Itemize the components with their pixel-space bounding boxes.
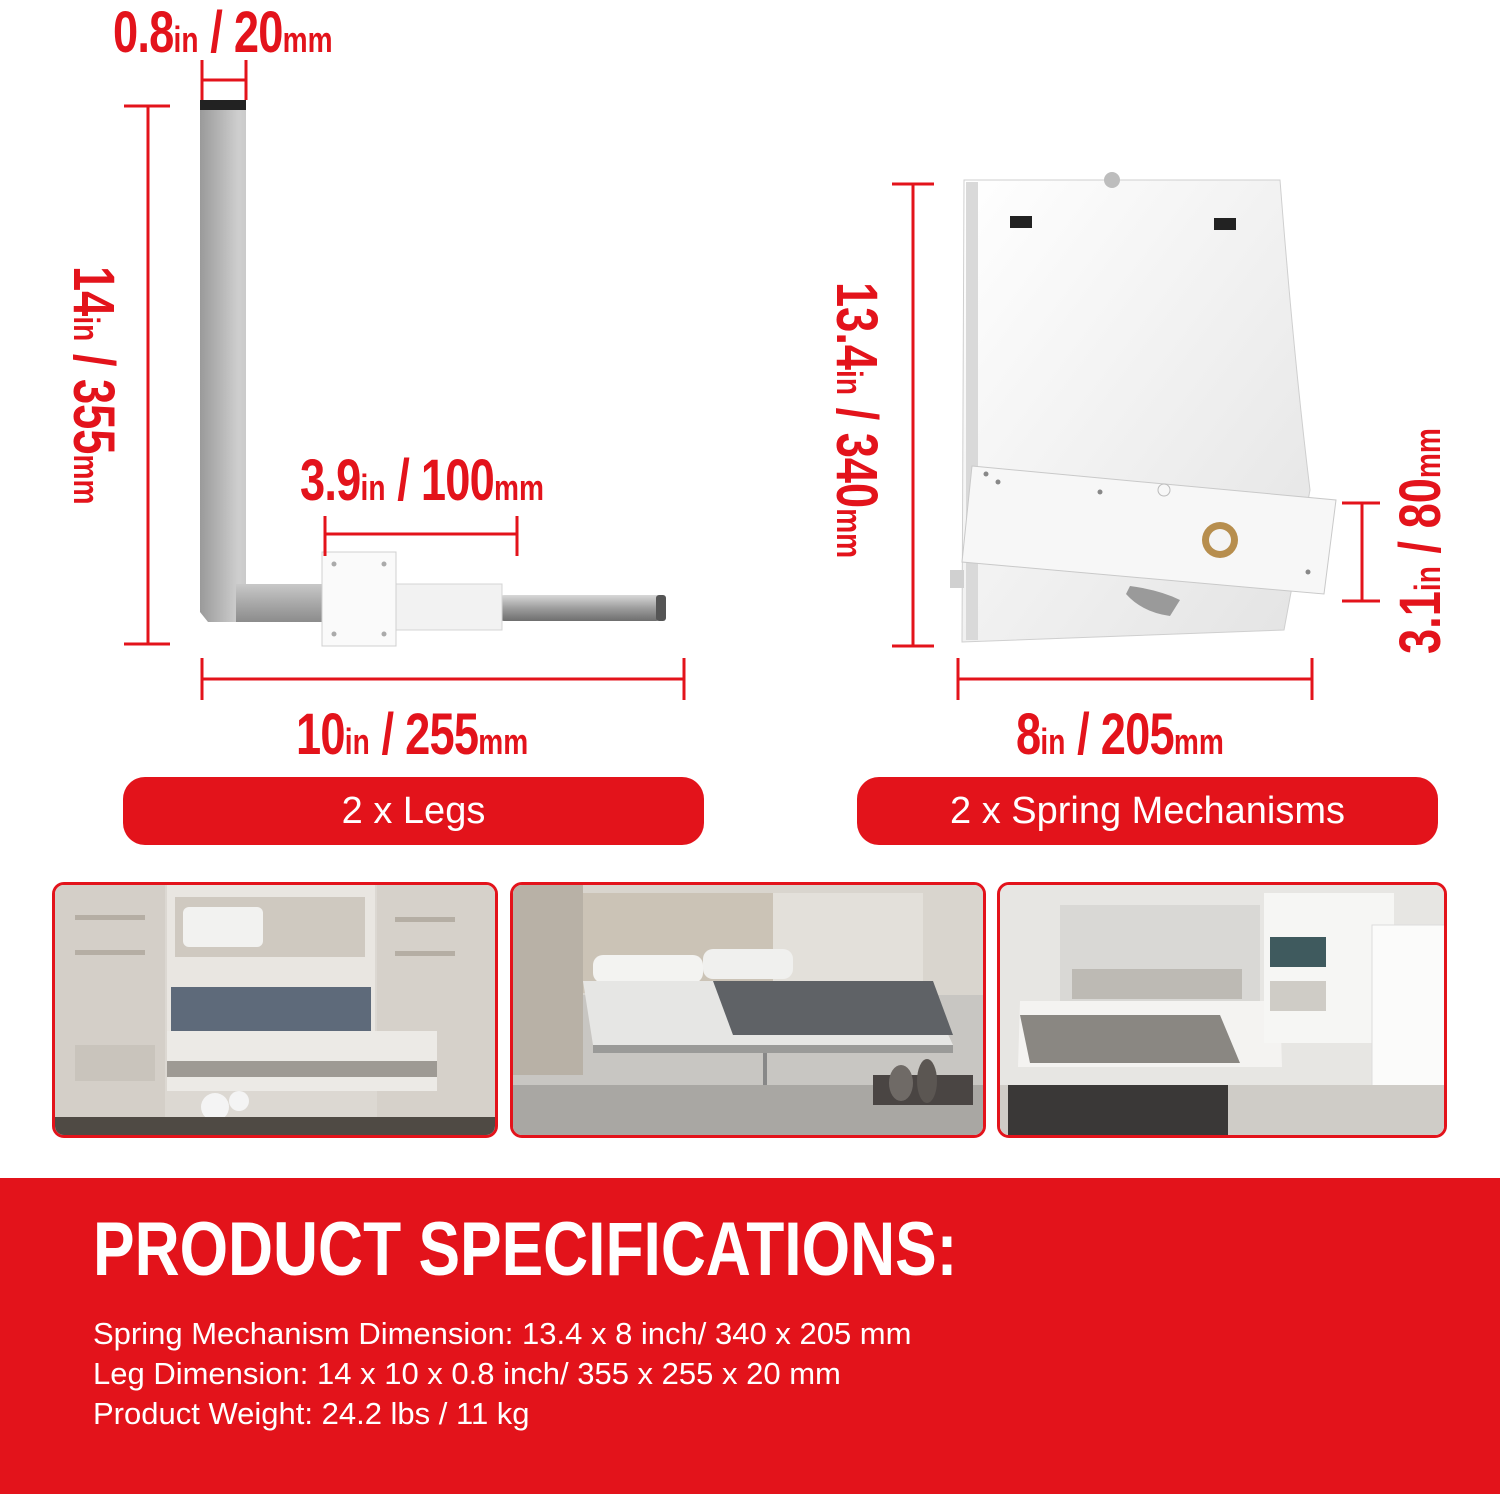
mechanism-width-label: 8in / 205mm xyxy=(1016,702,1224,767)
spec-line-leg: Leg Dimension: 14 x 10 x 0.8 inch/ 355 x 255 x 20 mm xyxy=(93,1356,841,1391)
bedroom-photo-1 xyxy=(52,882,498,1138)
mechanisms-quantity-label: 2 x Spring Mechanisms xyxy=(857,777,1438,845)
leg-height-label: 14in / 355mm xyxy=(61,266,126,505)
leg-image xyxy=(200,100,666,646)
leg-width-dimension-line xyxy=(202,60,246,100)
spec-line-mechanism: Spring Mechanism Dimension: 13.4 x 8 inch/ 340 x 205 mm xyxy=(93,1316,912,1351)
specs-title: PRODUCT SPECIFICATIONS: xyxy=(93,1207,958,1292)
bedroom-photo-3 xyxy=(997,882,1447,1138)
leg-height-dimension-line xyxy=(124,106,170,644)
leg-foot-label: 3.9in / 100mm xyxy=(300,448,544,513)
leg-length-dimension-line xyxy=(202,658,684,700)
mechanism-height-label: 13.4in / 340mm xyxy=(824,282,889,559)
bedroom-photo-2 xyxy=(510,882,986,1138)
legs-quantity-label: 2 x Legs xyxy=(123,777,704,845)
mechanism-diagram xyxy=(880,160,1360,700)
mechanism-height-dimension-line xyxy=(892,184,934,646)
mechanism-width-dimension-line xyxy=(958,658,1312,700)
leg-width-label: 0.8in / 20mm xyxy=(113,0,333,65)
spring-mechanism-image xyxy=(950,172,1336,642)
mechanism-plate-label: 3.1in / 80mm xyxy=(1388,428,1453,654)
leg-length-label: 10in / 255mm xyxy=(296,702,529,767)
spec-line-weight: Product Weight: 24.2 lbs / 11 kg xyxy=(93,1396,530,1431)
leg-foot-dimension-line xyxy=(325,516,517,556)
